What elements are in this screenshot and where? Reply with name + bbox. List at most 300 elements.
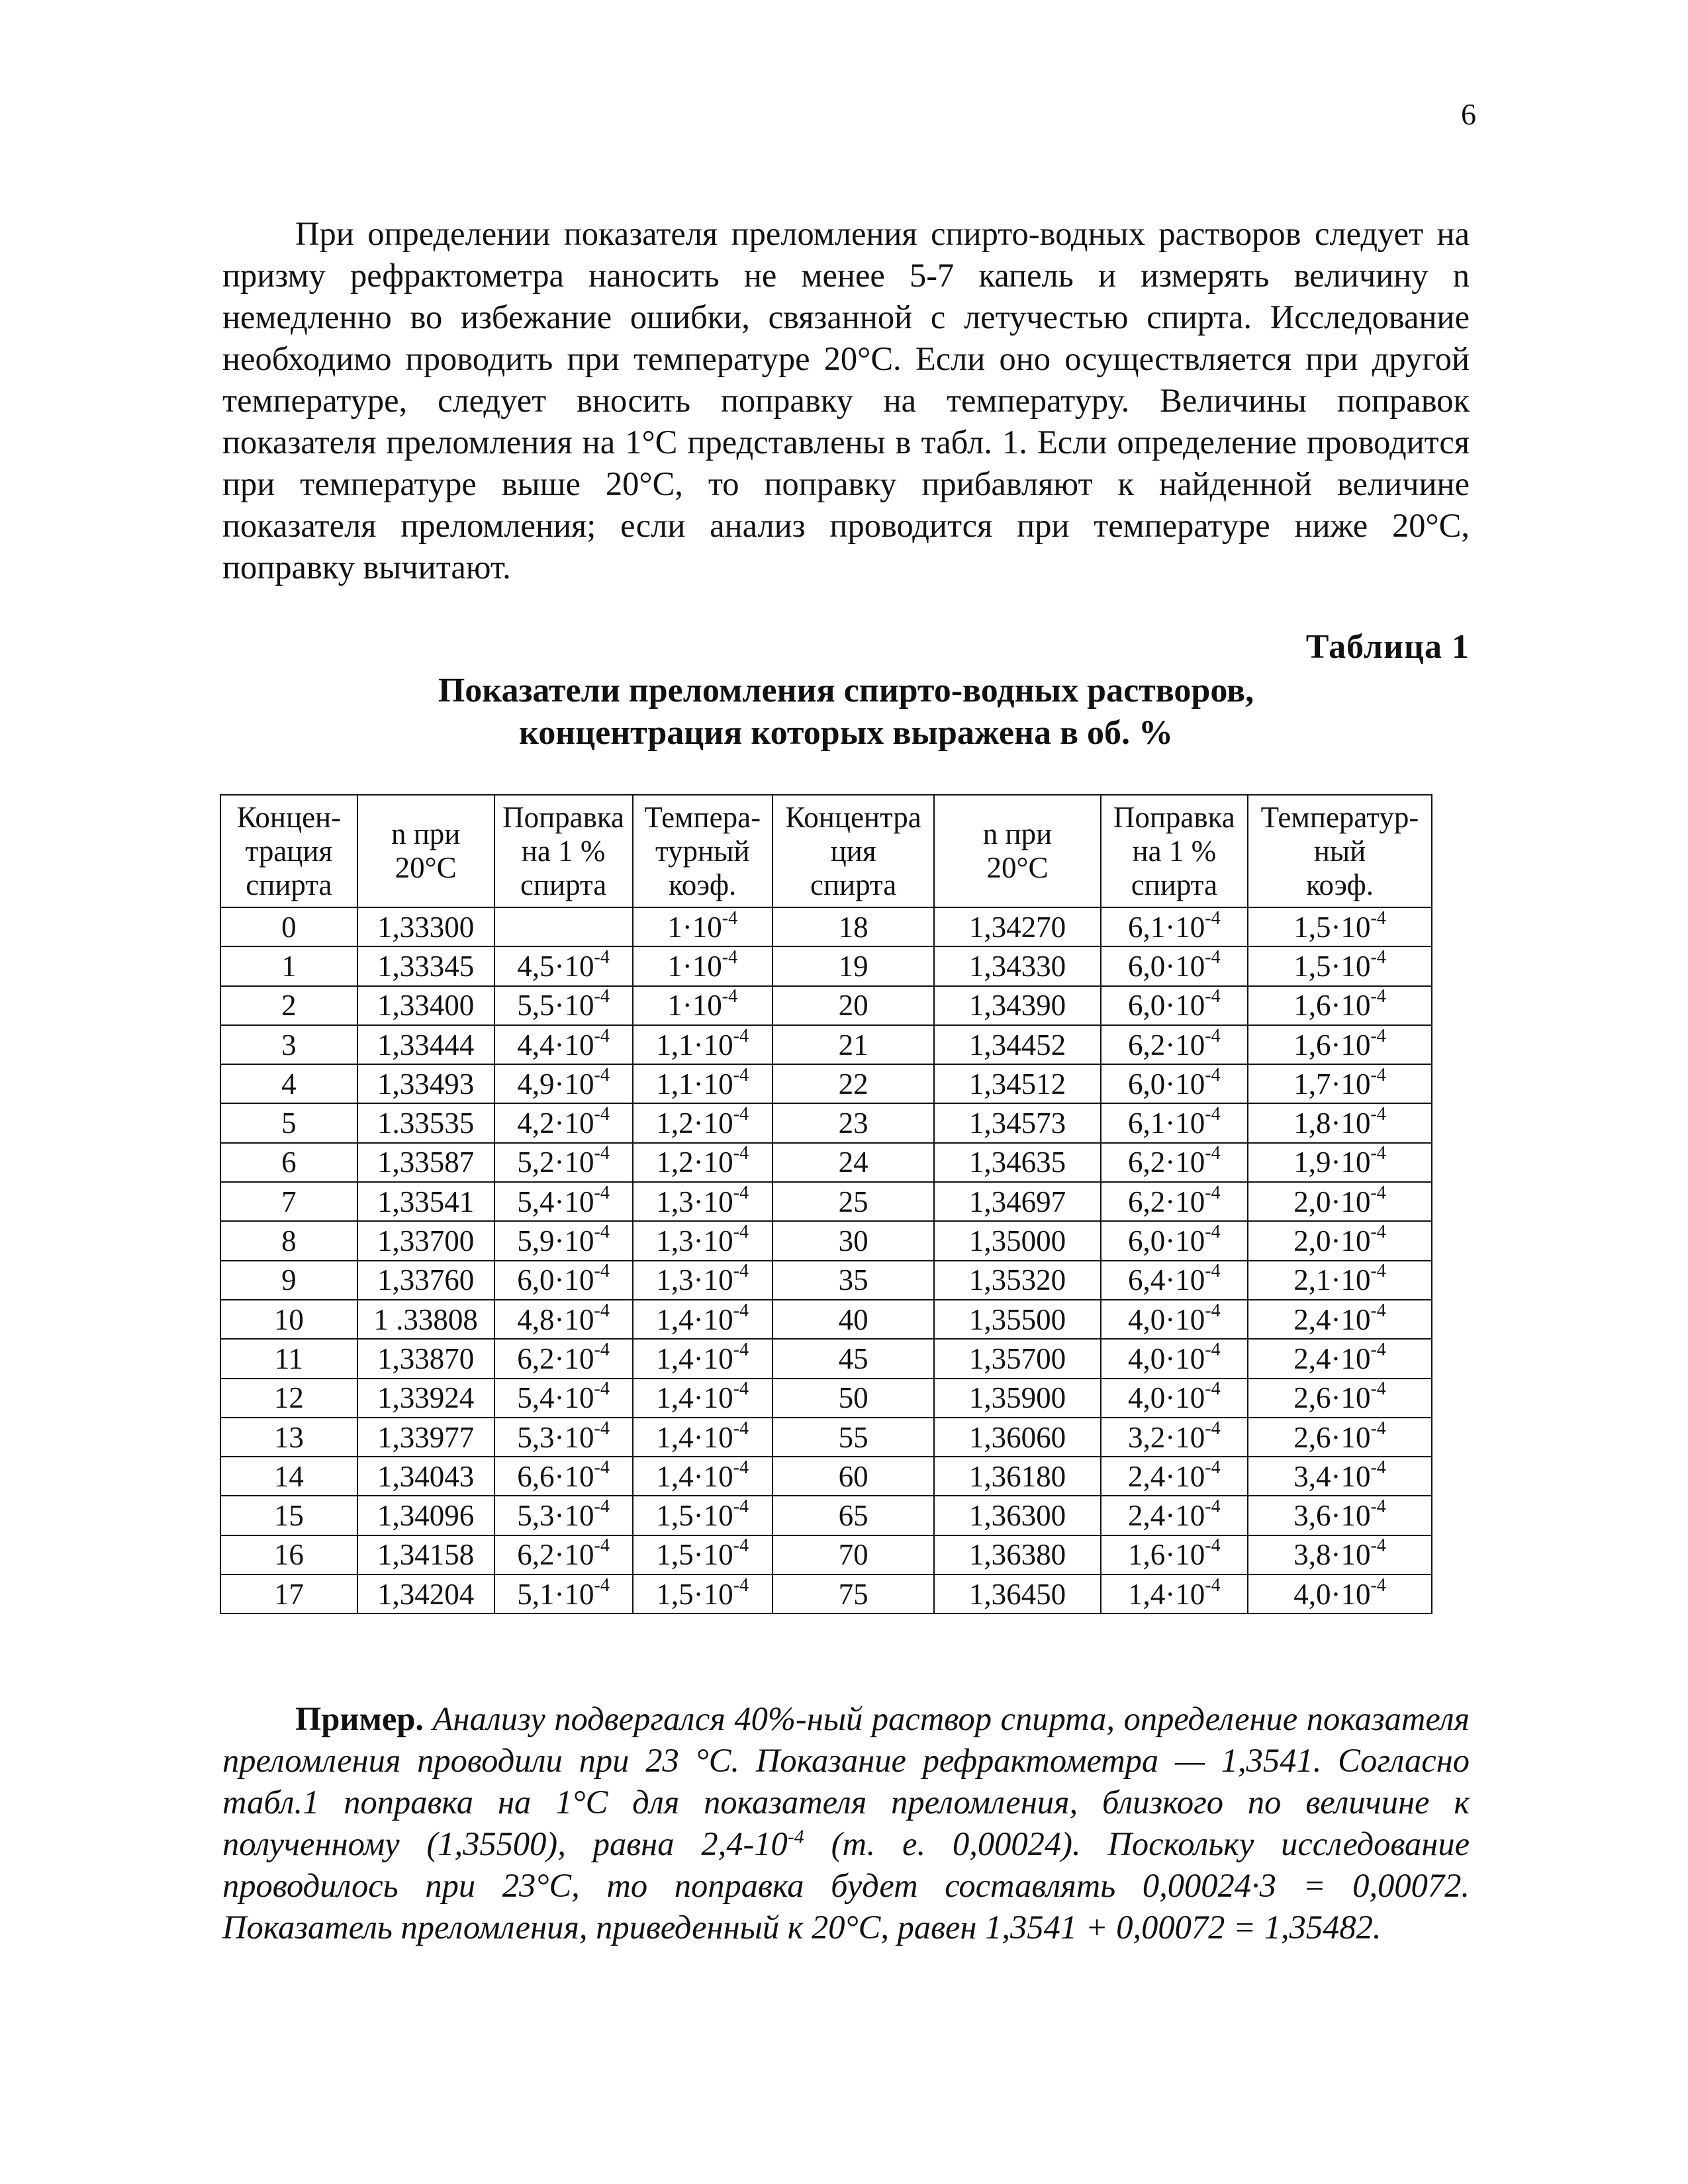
table-cell-value: 1,34043 <box>377 1459 475 1493</box>
table-cell-value: 1 .33808 <box>373 1302 478 1336</box>
table-header-line: ция <box>830 834 876 868</box>
example-paragraph <box>222 1698 1470 1948</box>
table-cell-exponent: -4 <box>1370 1261 1386 1282</box>
table-cell-exponent: -4 <box>594 986 610 1007</box>
page-number: 6 <box>1461 97 1476 131</box>
table-cell-exponent: -4 <box>594 1496 610 1518</box>
table-cell-value: 6,2·10 <box>1128 1028 1205 1062</box>
table-cell-exponent: -4 <box>594 1418 610 1439</box>
table-cell-value: 1,33493 <box>377 1067 475 1101</box>
table-cell-value: 1,35900 <box>968 1381 1066 1415</box>
table-cell <box>633 1143 773 1182</box>
table-cell-exponent: -4 <box>1370 1418 1386 1439</box>
table-cell <box>220 1418 357 1457</box>
table-cell-value: 1,33345 <box>377 949 475 983</box>
table-cell <box>934 1300 1100 1339</box>
table-cell-exponent: -4 <box>733 1025 749 1046</box>
table-cell <box>633 1379 773 1418</box>
table-cell <box>1101 946 1248 985</box>
table-header-line: Темпера- <box>644 800 761 834</box>
table-cell-exponent: -4 <box>1205 1339 1221 1360</box>
table-cell-value: 1,34204 <box>377 1577 475 1611</box>
table-cell-exponent: -4 <box>722 946 738 968</box>
table-cell-exponent: -4 <box>733 1574 749 1596</box>
table-cell <box>357 1379 494 1418</box>
table-cell <box>1101 1574 1248 1614</box>
table-cell <box>1248 1496 1432 1535</box>
table-header-line: 20°С <box>395 851 457 884</box>
table-cell <box>494 1379 633 1418</box>
table-cell-value: 6,0·10 <box>517 1263 594 1297</box>
table-cell <box>494 946 633 985</box>
table-cell <box>773 986 935 1025</box>
table-cell-value: 1·10 <box>667 910 722 944</box>
table-header-cell <box>934 795 1100 907</box>
table-cell-value: 2 <box>281 989 297 1023</box>
table-cell <box>934 1103 1100 1142</box>
table-cell <box>220 1339 357 1378</box>
table-caption <box>222 670 1470 754</box>
example-exponent: -4 <box>787 1826 804 1848</box>
table-cell <box>633 946 773 985</box>
table-cell-value: 65 <box>838 1499 868 1533</box>
table-cell-exponent: -4 <box>733 1418 749 1439</box>
table-cell <box>220 1457 357 1496</box>
table-header-cell <box>220 795 357 907</box>
table-cell-exponent: -4 <box>594 1300 610 1321</box>
table-cell <box>1248 986 1432 1025</box>
table-cell-value: 4,0·10 <box>1128 1381 1205 1415</box>
example-text-part-1: Анализу подвергался 40%-ный раствор спирта, определение показателя преломления проводили при 23 °С. Показание рефрактометра — 1,3541. Согласно табл.1 поправка на 1°С для показателя преломления, близкого по величине к полученному (1,35500), равна 2,4-10 <box>222 1700 1470 1862</box>
table-cell-value: 3,8·10 <box>1293 1538 1371 1572</box>
table-cell-value: 2,0·10 <box>1293 1224 1371 1258</box>
table-cell <box>773 1300 935 1339</box>
table-cell-value: 4,5·10 <box>517 949 594 983</box>
table-cell-exponent: -4 <box>1370 1379 1386 1400</box>
table-cell <box>220 986 357 1025</box>
table-cell-exponent: -4 <box>594 1574 610 1596</box>
table-cell <box>357 1535 494 1574</box>
table-cell <box>773 1379 935 1418</box>
table-cell-value: 1,3·10 <box>656 1263 733 1297</box>
table-cell <box>1101 1143 1248 1182</box>
table-cell <box>1101 1261 1248 1300</box>
table-cell <box>633 1496 773 1535</box>
table-cell <box>357 1103 494 1142</box>
table-caption-line-2: концентрация которых выражена в об. % <box>518 714 1174 752</box>
table-cell-value: 14 <box>273 1459 304 1493</box>
table-cell-exponent: -4 <box>733 1339 749 1360</box>
table-cell-value: 1,34697 <box>968 1185 1066 1218</box>
table-cell-value: 2,6·10 <box>1293 1420 1371 1454</box>
table-cell-value: 1,33977 <box>377 1420 475 1454</box>
table-cell-exponent: -4 <box>722 986 738 1007</box>
table-cell <box>1101 1535 1248 1574</box>
table-cell <box>220 1379 357 1418</box>
table-cell-exponent: -4 <box>1370 946 1386 968</box>
table-cell <box>1101 1103 1248 1142</box>
table-cell-value: 1,35500 <box>968 1302 1066 1336</box>
table-cell-value: 50 <box>838 1381 868 1415</box>
table-cell <box>494 1143 633 1182</box>
table-header-cell <box>1101 795 1248 907</box>
table-cell <box>934 986 1100 1025</box>
table-cell-exponent: -4 <box>1205 1182 1221 1203</box>
table-cell <box>773 1339 935 1378</box>
table-cell <box>773 1221 935 1260</box>
table-cell <box>633 1064 773 1103</box>
table-cell <box>633 1300 773 1339</box>
table-cell-value: 5,1·10 <box>517 1577 594 1611</box>
table-row <box>220 1535 1432 1574</box>
table-cell-value: 1,4·10 <box>656 1302 733 1336</box>
table-cell <box>220 1300 357 1339</box>
table-header-line: 20°С <box>986 851 1049 884</box>
table-cell-value: 1,35000 <box>968 1224 1066 1258</box>
table-cell <box>934 1064 1100 1103</box>
table-header-line: коэф. <box>1305 868 1374 901</box>
table-cell-value: 5,4·10 <box>517 1185 594 1218</box>
table-cell-value: 70 <box>838 1538 868 1572</box>
example-text-part-2: (т. е. 0,00024). Поскольку исследование проводилось при 23°С, то поправка будет составлять 0,00024·3 = 0,00072. Показатель преломления, приведенный к 20°С, равен 1,3541 + 0,00072 = 1,35482. <box>222 1825 1470 1946</box>
table-cell-value: 6,4·10 <box>1128 1263 1205 1297</box>
table-cell <box>773 1574 935 1614</box>
table-cell <box>1101 1379 1248 1418</box>
table-cell-exponent: -4 <box>1205 986 1221 1007</box>
table-cell-value: 5,3·10 <box>517 1420 594 1454</box>
table-cell <box>773 1418 935 1457</box>
table-cell <box>934 1574 1100 1614</box>
table-cell <box>633 1025 773 1064</box>
table-cell-value: 2,4·10 <box>1293 1342 1371 1375</box>
table-cell <box>220 1496 357 1535</box>
table-header-line: ный <box>1313 834 1366 868</box>
table-cell-value: 25 <box>838 1185 868 1218</box>
table-cell <box>633 1339 773 1378</box>
table-cell-value: 1,33760 <box>377 1263 475 1297</box>
table-row <box>220 1457 1432 1496</box>
table-cell-value: 1,3·10 <box>656 1185 733 1218</box>
table-cell-value: 5,2·10 <box>517 1146 594 1179</box>
table-cell-exponent: -4 <box>1370 1496 1386 1518</box>
table-cell-value: 40 <box>838 1302 868 1336</box>
table-cell-value: 5,4·10 <box>517 1381 594 1415</box>
table-cell-exponent: -4 <box>1370 1104 1386 1125</box>
table-cell-exponent: -4 <box>1370 1535 1386 1557</box>
table-cell <box>1101 1496 1248 1535</box>
table-cell-exponent: -4 <box>1370 986 1386 1007</box>
table-cell-value: 4,9·10 <box>517 1067 594 1101</box>
table-cell-exponent: -4 <box>594 1143 610 1164</box>
table-cell <box>1101 1064 1248 1103</box>
table-cell-exponent: -4 <box>733 1300 749 1321</box>
example-label: Пример. <box>295 1700 424 1737</box>
table-cell-exponent: -4 <box>733 1104 749 1125</box>
table-cell <box>494 1457 633 1496</box>
table-cell-exponent: -4 <box>1370 1222 1386 1243</box>
table-cell-exponent: -4 <box>1205 1457 1221 1478</box>
table-cell-value: 10 <box>273 1302 304 1336</box>
table-cell <box>220 1221 357 1260</box>
table-cell <box>1248 1025 1432 1064</box>
table-cell <box>633 1182 773 1221</box>
table-cell <box>357 1221 494 1260</box>
intro-paragraph: При определении показателя преломления спирто-водных растворов следует на призму рефрактометра наносить не менее 5-7 капель и измерять величину n немедленно во избежание ошибки, связанной с летучестью спирта. Исследование необходимо проводить при температуре 20°С. Если оно осуществляется при другой температуре, следует вносить поправку на температуру. Величины поправок показателя преломления на 1°С представлены в табл. 1. Если определение проводится при температуре выше 20°С, то поправку прибавляют к найденной величине показателя преломления; если анализ проводится при температуре ниже 20°С, поправку вычитают. <box>222 215 1470 586</box>
table-cell <box>1101 1339 1248 1378</box>
table-cell <box>494 986 633 1025</box>
table-cell <box>357 1182 494 1221</box>
table-cell-value: 1,33700 <box>377 1224 475 1258</box>
table-cell-value: 11 <box>274 1342 304 1375</box>
table-cell-value: 1,33587 <box>377 1146 475 1179</box>
table-cell <box>220 1064 357 1103</box>
table-cell <box>1248 1221 1432 1260</box>
table-cell-value: 6,0·10 <box>1128 949 1205 983</box>
table-cell <box>934 1221 1100 1260</box>
table-cell-exponent: -4 <box>733 1222 749 1243</box>
table-cell <box>357 986 494 1025</box>
table-cell-value: 2,4·10 <box>1293 1302 1371 1336</box>
table-header-line: Поправка <box>1113 800 1235 834</box>
table-cell-value: 1,36300 <box>968 1499 1066 1533</box>
table-caption-line-1: Показатели преломления спирто-водных растворов, <box>438 672 1254 709</box>
table-cell-value: 6,2·10 <box>1128 1185 1205 1218</box>
table-cell-value: 23 <box>838 1107 868 1140</box>
table-cell-exponent: -4 <box>1205 1574 1221 1596</box>
table-cell <box>357 1574 494 1614</box>
table-row <box>220 986 1432 1025</box>
table-cell <box>633 1574 773 1614</box>
table-cell-exponent: -4 <box>1370 907 1386 929</box>
table-cell <box>633 986 773 1025</box>
table-cell <box>1248 907 1432 946</box>
table-cell-exponent: -4 <box>1205 1064 1221 1085</box>
table-cell <box>1101 1300 1248 1339</box>
table-cell-value: 6,1·10 <box>1128 1107 1205 1140</box>
table-cell <box>773 1064 935 1103</box>
table-cell-value: 7 <box>281 1185 297 1218</box>
table-header-line: n при <box>391 817 461 850</box>
table-cell-value: 4 <box>281 1067 297 1101</box>
table-cell-value: 1,34452 <box>968 1028 1066 1062</box>
table-cell <box>220 1261 357 1300</box>
table-cell <box>220 1143 357 1182</box>
table-cell <box>934 1418 1100 1457</box>
table-cell-value: 16 <box>273 1538 304 1572</box>
table-header-line: спирта <box>246 868 332 901</box>
table-cell <box>494 1182 633 1221</box>
table-cell <box>220 1535 357 1574</box>
table-cell <box>1248 1574 1432 1614</box>
table-header-line: Температур- <box>1260 800 1419 834</box>
table-row <box>220 1221 1432 1260</box>
table-cell-value: 1,4·10 <box>656 1342 733 1375</box>
table-cell <box>220 1574 357 1614</box>
table-header-line: на 1 % <box>1132 834 1217 868</box>
table-header-line: спирта <box>520 868 607 901</box>
table-header-cell <box>773 795 935 907</box>
table-cell <box>494 1261 633 1300</box>
table-row <box>220 1025 1432 1064</box>
table-cell <box>633 1261 773 1300</box>
table-cell-value: 6,2·10 <box>517 1538 594 1572</box>
table-cell-value: 5,9·10 <box>517 1224 594 1258</box>
table-cell-value: 1,34635 <box>968 1146 1066 1179</box>
table-cell <box>494 1339 633 1378</box>
table-cell <box>1248 1339 1432 1378</box>
table-cell <box>357 1457 494 1496</box>
table-cell-value: 1,36060 <box>968 1420 1066 1454</box>
table-cell <box>494 907 633 946</box>
table-cell-value: 0 <box>281 910 297 944</box>
table-cell-exponent: -4 <box>1205 1300 1221 1321</box>
table-cell-value: 18 <box>838 910 868 944</box>
refraction-table <box>220 794 1432 1614</box>
table-cell-value: 13 <box>273 1420 304 1454</box>
table-cell-exponent: -4 <box>594 1457 610 1478</box>
table-header-cell <box>357 795 494 907</box>
table-cell <box>1101 1457 1248 1496</box>
table-cell <box>357 1064 494 1103</box>
table-cell <box>494 1103 633 1142</box>
table-cell-exponent: -4 <box>594 1339 610 1360</box>
table-cell-value: 1,6·10 <box>1293 1028 1371 1062</box>
table-cell-value: 17 <box>273 1577 304 1611</box>
table-cell-value: 1·10 <box>667 989 722 1023</box>
table-cell-exponent: -4 <box>733 1457 749 1478</box>
table-cell-value: 4,0·10 <box>1128 1342 1205 1375</box>
table-cell <box>357 1496 494 1535</box>
table-cell-value: 2,4·10 <box>1128 1499 1205 1533</box>
table-cell-value: 55 <box>838 1420 868 1454</box>
table-cell <box>1248 1379 1432 1418</box>
table-header-line: на 1 % <box>521 834 606 868</box>
table-cell <box>934 1457 1100 1496</box>
table-cell-value: 1,5·10 <box>1293 910 1371 944</box>
table-cell <box>357 1025 494 1064</box>
table-cell-value: 9 <box>281 1263 297 1297</box>
table-cell-value: 1,2·10 <box>656 1107 733 1140</box>
table-cell-exponent: -4 <box>1205 1535 1221 1557</box>
table-cell <box>220 1025 357 1064</box>
table-cell <box>494 1535 633 1574</box>
table-cell-value: 60 <box>838 1459 868 1493</box>
table-cell <box>220 907 357 946</box>
table-cell-exponent: -4 <box>733 1261 749 1282</box>
table-cell-value: 3,6·10 <box>1293 1499 1371 1533</box>
table-cell <box>1248 1535 1432 1574</box>
table-cell-exponent: -4 <box>594 1535 610 1557</box>
table-cell-value: 1,1·10 <box>656 1028 733 1062</box>
table-row <box>220 1379 1432 1418</box>
table-cell-exponent: -4 <box>1205 1379 1221 1400</box>
table-cell-value: 3 <box>281 1028 297 1062</box>
table-header-line: n при <box>982 817 1053 850</box>
table-cell-value: 1,34096 <box>377 1499 475 1533</box>
table-cell-value: 2,1·10 <box>1293 1263 1371 1297</box>
table-cell <box>1248 1261 1432 1300</box>
table-cell-value: 6,6·10 <box>517 1459 594 1493</box>
table-cell <box>633 1103 773 1142</box>
table-cell-value: 21 <box>838 1028 868 1062</box>
table-row <box>220 1103 1432 1142</box>
table-cell-value: 6,2·10 <box>517 1342 594 1375</box>
table-cell-value: 1,33400 <box>377 989 475 1023</box>
table-cell <box>934 1143 1100 1182</box>
table-cell-value: 1,33444 <box>377 1028 475 1062</box>
table-cell <box>773 1182 935 1221</box>
table-cell <box>773 1496 935 1535</box>
table-cell <box>1248 1418 1432 1457</box>
table-cell-exponent: -4 <box>1205 946 1221 968</box>
table-cell <box>494 1496 633 1535</box>
table-cell-exponent: -4 <box>733 1064 749 1085</box>
table-cell-value: 1,35700 <box>968 1342 1066 1375</box>
table-cell <box>934 1379 1100 1418</box>
table-cell-value: 1,34512 <box>968 1067 1066 1101</box>
table-cell-exponent: -4 <box>594 946 610 968</box>
table-cell <box>1248 1143 1432 1182</box>
table-cell-value: 20 <box>838 989 868 1023</box>
table-cell-value: 2,6·10 <box>1293 1381 1371 1415</box>
table-cell <box>934 946 1100 985</box>
table-cell-exponent: -4 <box>1205 1222 1221 1243</box>
table-row <box>220 1143 1432 1182</box>
table-cell-value: 1,34390 <box>968 989 1066 1023</box>
table-cell <box>357 1418 494 1457</box>
table-cell <box>1101 1221 1248 1260</box>
table-cell-exponent: -4 <box>594 1261 610 1282</box>
table-cell-exponent: -4 <box>1205 1025 1221 1046</box>
table-cell-value: 15 <box>273 1499 304 1533</box>
table-cell-value: 35 <box>838 1263 868 1297</box>
table-cell <box>773 1261 935 1300</box>
table-cell-value: 1,34158 <box>377 1538 475 1572</box>
table-label: Таблица 1 <box>1305 628 1470 666</box>
table-cell-value: 1,8·10 <box>1293 1107 1371 1140</box>
table-cell-value: 1,33924 <box>377 1381 475 1415</box>
table-cell-value: 6 <box>281 1146 297 1179</box>
table-cell <box>1101 1182 1248 1221</box>
table-cell-exponent: -4 <box>1205 1143 1221 1164</box>
table-cell-exponent: -4 <box>1370 1339 1386 1360</box>
table-cell-value: 1,36180 <box>968 1459 1066 1493</box>
table-cell-value: 5,5·10 <box>517 989 594 1023</box>
table-cell <box>220 1103 357 1142</box>
table-cell-value: 1,5·10 <box>656 1538 733 1572</box>
table-cell-value: 1,4·10 <box>1128 1577 1205 1611</box>
table-cell <box>773 1535 935 1574</box>
table-cell <box>773 1103 935 1142</box>
table-cell-value: 1,2·10 <box>656 1146 733 1179</box>
table-cell <box>934 1496 1100 1535</box>
table-cell-exponent: -4 <box>1205 1496 1221 1518</box>
table-cell <box>1248 1457 1432 1496</box>
table-cell-value: 3,2·10 <box>1128 1420 1205 1454</box>
table-header-cell <box>633 795 773 907</box>
table-cell <box>934 1535 1100 1574</box>
table-cell <box>633 1418 773 1457</box>
table-cell <box>773 907 935 946</box>
table-cell-exponent: -4 <box>1370 1182 1386 1203</box>
table-cell <box>357 1300 494 1339</box>
table-row <box>220 1182 1432 1221</box>
table-cell-value: 1,36380 <box>968 1538 1066 1572</box>
table-cell-value: 6,1·10 <box>1128 910 1205 944</box>
table-cell-value: 5 <box>281 1107 297 1140</box>
table-cell-value: 1.33535 <box>377 1107 475 1140</box>
table-cell-exponent: -4 <box>594 1222 610 1243</box>
